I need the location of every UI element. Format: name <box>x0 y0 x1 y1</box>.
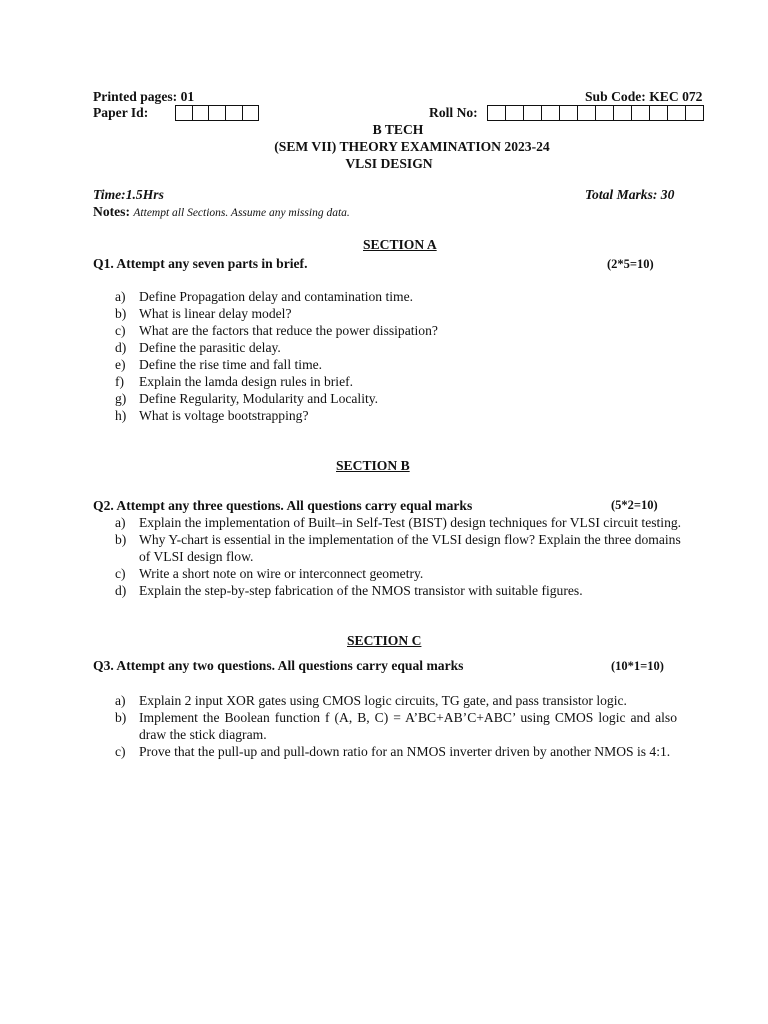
q3-heading: Q3. Attempt any two questions. All questions carry equal marks <box>93 658 464 673</box>
item-label: c) <box>115 323 126 338</box>
q3-part <box>115 743 677 760</box>
roll-no-boxes <box>487 105 704 121</box>
item-text: Explain 2 input XOR gates using CMOS logic circuits, TG gate, and pass transistor logic. <box>139 693 627 708</box>
paper-id-row <box>93 104 259 121</box>
item-text: Define the rise time and fall time. <box>139 357 323 372</box>
item-label: d) <box>115 583 127 598</box>
roll-no-box <box>541 105 560 121</box>
notes-label: Notes: <box>93 204 130 219</box>
program-title: B TECH <box>372 122 424 137</box>
item-text: Explain the step-by-step fabrication of the NMOS transistor with suitable figures. <box>139 583 583 598</box>
item-text: Define the parasitic delay. <box>139 340 281 355</box>
section-b-list <box>115 514 685 599</box>
paper-id-box <box>192 105 210 121</box>
item-label: a) <box>115 693 126 708</box>
q1-part <box>115 407 685 424</box>
item-text: Explain the implementation of Built–in Self-Test (BIST) design techniques for VLSI circuit testing. <box>139 515 682 530</box>
roll-no-box <box>613 105 632 121</box>
roll-no-box <box>505 105 524 121</box>
section-c-list <box>115 692 677 760</box>
item-label: b) <box>115 306 127 321</box>
item-text: Define Propagation delay and contamination time. <box>139 289 414 304</box>
paper-id-box <box>175 105 193 121</box>
q1-part <box>115 305 685 322</box>
item-label: e) <box>115 357 126 372</box>
paper-id-box <box>225 105 243 121</box>
q1-part <box>115 356 685 373</box>
item-text: Implement the Boolean function f (A, B, C) = A’BC+AB’C+ABC’ using CMOS logic and also draw the stick diagram. <box>139 710 677 742</box>
roll-no-box <box>487 105 506 121</box>
roll-no-box <box>595 105 614 121</box>
item-text: What is linear delay model? <box>139 306 292 321</box>
q1-part <box>115 322 685 339</box>
roll-no-row <box>429 104 704 121</box>
roll-no-box <box>559 105 578 121</box>
paper-id-label: Paper Id: <box>93 105 149 120</box>
item-label: h) <box>115 408 127 423</box>
section-b-title: SECTION B <box>336 458 410 473</box>
q1-part <box>115 390 685 407</box>
item-label: a) <box>115 515 126 530</box>
item-text: Write a short note on wire or interconnect geometry. <box>139 566 424 581</box>
item-text: Prove that the pull-up and pull-down ratio for an NMOS inverter driven by another NMOS is 4:1. <box>139 744 671 759</box>
total-marks: Total Marks: 30 <box>585 187 675 202</box>
item-label: b) <box>115 710 127 725</box>
exam-title: (SEM VII) THEORY EXAMINATION 2023-24 <box>274 139 550 154</box>
subject-title: VLSI DESIGN <box>345 156 433 171</box>
q1-part <box>115 373 685 390</box>
sub-code: Sub Code: KEC 072 <box>585 89 703 104</box>
item-text: Why Y-chart is essential in the implementation of the VLSI design flow? Explain the three domains of VLSI design flow. <box>139 532 681 564</box>
paper-id-boxes <box>175 105 259 121</box>
roll-no-label: Roll No: <box>429 105 478 120</box>
q3-part <box>115 692 677 709</box>
q2-marks: (5*2=10) <box>611 498 658 512</box>
roll-no-box <box>685 105 704 121</box>
item-label: b) <box>115 532 127 547</box>
q3-part <box>115 709 677 743</box>
section-c-title: SECTION C <box>347 633 422 648</box>
section-a-list <box>115 288 685 424</box>
item-label: g) <box>115 391 127 406</box>
q2-part <box>115 531 685 565</box>
roll-no-box <box>649 105 668 121</box>
roll-no-box <box>523 105 542 121</box>
item-text: What are the factors that reduce the power dissipation? <box>139 323 438 338</box>
q2-part <box>115 565 685 582</box>
exam-time: Time:1.5Hrs <box>93 187 164 202</box>
q1-text: . Attempt any seven parts in brief. <box>110 256 308 271</box>
paper-id-box <box>242 105 260 121</box>
item-text: Define Regularity, Modularity and Locality. <box>139 391 379 406</box>
paper-id-box <box>208 105 226 121</box>
q2-heading: Q2. Attempt any three questions. All questions carry equal marks <box>93 498 473 513</box>
item-text: Explain the lamda design rules in brief. <box>139 374 354 389</box>
item-label: c) <box>115 744 126 759</box>
q2-part <box>115 582 685 599</box>
item-text: What is voltage bootstrapping? <box>139 408 309 423</box>
item-label: d) <box>115 340 127 355</box>
q1-number: Q1 <box>93 256 111 271</box>
printed-pages: Printed pages: 01 <box>93 89 195 104</box>
item-label: c) <box>115 566 126 581</box>
section-a-title: SECTION A <box>363 237 437 252</box>
item-label: a) <box>115 289 126 304</box>
q1-part <box>115 339 685 356</box>
roll-no-box <box>631 105 650 121</box>
q3-marks: (10*1=10) <box>611 659 664 673</box>
roll-no-box <box>667 105 686 121</box>
item-label: f) <box>115 374 125 389</box>
roll-no-box <box>577 105 596 121</box>
q1-heading <box>93 255 307 272</box>
notes <box>93 203 350 222</box>
notes-text: Attempt all Sections. Assume any missing data. <box>133 207 350 219</box>
q1-marks: (2*5=10) <box>607 257 654 271</box>
q1-part <box>115 288 685 305</box>
q2-part <box>115 514 685 531</box>
